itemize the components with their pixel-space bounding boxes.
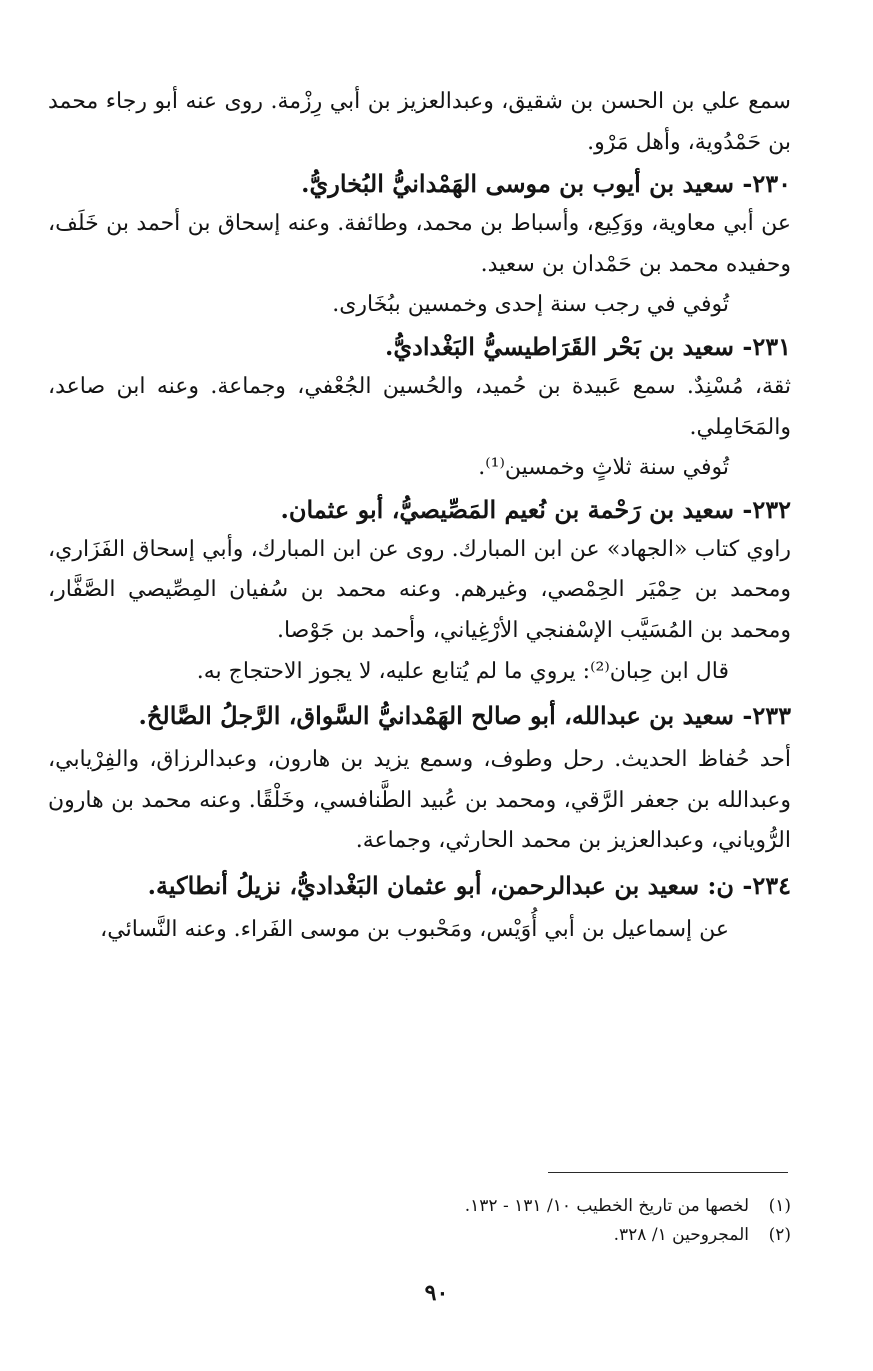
entry-heading-234: ٢٣٤- ن: سعيد بن عبدالرحمن، أبو عثمان البَغْداديُّ، نزيلُ أنطاكية.: [147, 870, 791, 900]
page-number: ٩٠: [424, 1280, 449, 1306]
footnote-1: [200, 1192, 791, 1221]
entry-heading-231: ٢٣١- سعيد بن بَحْر القَرَاطيسيُّ البَغْداديُّ.: [385, 331, 791, 361]
footnotes: [200, 1192, 791, 1250]
entry-heading-233: ٢٣٣- سعيد بن عبدالله، أبو صالح الهَمْدانيُّ السَّواق، الرَّجلُ الصَّالحُ.: [138, 701, 791, 731]
main-text: [48, 82, 791, 951]
entry-body-231: ثقة، مُسْنِدٌ. سمع عَبيدة بن حُميد، والحُسين الجُعْفي، وجماعة. وعنه ابن صاعد، والمَحَامِلي.: [48, 373, 791, 440]
footnote-2: [200, 1221, 791, 1250]
entry-body-230: عن أبي معاوية، ووَكِيع، وأسباط بن محمد، وطائفة. وعنه إسحاق بن أحمد بن خَلَف، وحفيده محمد بن حَمْدان بن سعيد.: [48, 211, 791, 277]
footnote-number: (١): [768, 1196, 791, 1216]
entry-death-231: تُوفي سنة ثلاثٍ وخمسين⁽¹⁾.: [478, 455, 729, 481]
entry-body-232: راوي كتاب «الجهاد» عن ابن المبارك. روى عن ابن المبارك، وأبي إسحاق الفَزَاري، ومحمد بن حِمْيَر الحِمْصي، وغيرهم. وعنه محمد بن سُفيان المِصِّيصي الصَّفَّار، ومحمد بن المُسَيَّب الإسْفنجي الأرْغِياني، وأحمد بن جَوْصا.: [48, 536, 791, 643]
entry-body-234: عن إسماعيل بن أبي أُوَيْس، ومَحْبوب بن موسى الفَراء. وعنه النَّسائي،: [100, 916, 729, 942]
footnote-text: لخصها من تاريخ الخطيب ١٠/ ١٣١ - ١٣٢.: [464, 1196, 749, 1216]
entry-note-232: قال ابن حِبان⁽²⁾: يروي ما لم يُتابع عليه، لا يجوز الاحتجاج به.: [196, 658, 729, 684]
footnote-number: (٢): [768, 1225, 791, 1245]
footnote-text: المجروحين ١/ ٣٢٨.: [613, 1225, 749, 1245]
entry-death-230: تُوفي في رجب سنة إحدى وخمسين ببُخَارى.: [332, 292, 729, 318]
entry-heading-230: ٢٣٠- سعيد بن أيوب بن موسى الهَمْدانيُّ البُخاريُّ.: [301, 169, 791, 199]
footnote-separator: [548, 1172, 788, 1173]
paragraph-continuation: سمع علي بن الحسن بن شقيق، وعبدالعزيز بن أبي رِزْمة. روى عنه أبو رجاء محمد بن حَمْدُوية، وأهل مَرْو.: [48, 89, 791, 155]
entry-body-233: أحد حُفاظ الحديث. رحل وطوف، وسمع يزيد بن هارون، وعبدالرزاق، والفِرْيابي، وعبدالله بن جعفر الرَّقي، ومحمد بن عُبيد الطَّنافسي، وخَلْقًا. وعنه محمد بن هارون الرُّوياني، وعبدالعزيز بن محمد الحارثي، وجماعة.: [48, 747, 792, 854]
entry-heading-232: ٢٣٢- سعيد بن رَحْمة بن نُعيم المَصِّيصيُّ، أبو عثمان.: [280, 494, 791, 524]
